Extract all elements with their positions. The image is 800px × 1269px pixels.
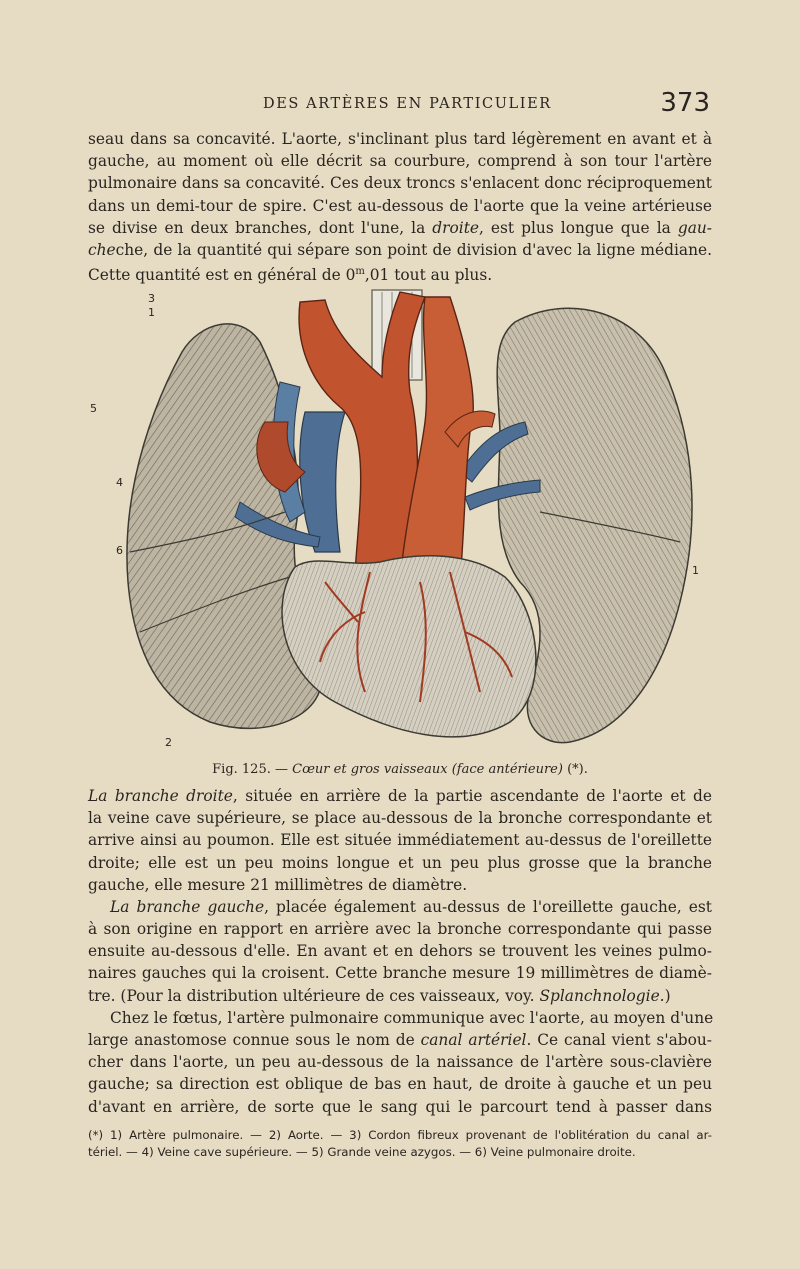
figure-caption: Fig. 125. — Cœur et gros vaisseaux (face antérieure) (*). [212,762,588,777]
paragraph-3: La branche gauche, placée également au-dessus de l'oreillette gauche, est [110,898,712,916]
heart-body [282,556,536,737]
heart-illustration [90,282,700,752]
paragraph-4: Chez le fœtus, l'artère pulmonaire communique avec l'aorte, au moyen d'une [110,1009,714,1027]
figure-footnote: (*) 1) Artère pulmonaire. — 2) Aorte. — 3) Cordon fibreux provenant de l'oblitération du canal ar- tériel. — 4) Veine cave supérieure. — 5) Grande veine azygos. — 6) Veine pulmonaire droite. [88,1128,712,1159]
running-head [88,88,710,122]
heart-engraving [120,282,700,752]
label-2: 2 [165,736,172,749]
label-6: 6 [116,544,123,557]
paragraph-1: seau dans sa concavité. L'aorte, s'inclinant plus tard légèrement en avant et à gauche, au moment où elle décrit sa courbure, comprend à son tour l'artère pulmonaire dans sa concavité. Ces deux troncs s'enlacent donc réciproquement dans un demi-tour de spire. C'est au-dessous de l'aorte que la veine artérieuse se divise en deux branches, dont l'une, la droite, est plus longue que la gau- cheche, de la quantité qui sépare son point de division d'avec la ligne médiane. Cette quantité est en général de 0$^m$,01 tout au plus. [88,130,712,285]
label-4: 4 [116,476,123,489]
running-title: DES ARTÈRES EN PARTICULIER [263,96,552,112]
label-3: 3 [148,292,155,305]
page-number: 373 [660,88,710,118]
superior-vena-cava [300,412,345,552]
paragraph-2: La branche droite, située en arrière de la partie ascendante de l'aorte et de la veine cave supérieure, se place au-dessous de la bronche correspondante et arrive ainsi au poumon. Elle est située immédiatement au-dessus de l'oreillette droite; elle est un peu moins longue et un peu plus grosse que la branche gauche, elle mesure 21 millimètres de diamètre. [88,787,713,894]
label-1-top: 1 [148,306,155,319]
paragraph-3-cont: à son origine en rapport en arrière avec la bronche correspondante qui passe ensuite au-dessous d'elle. En avant et en dehors se trouvent les veines pulmo- naires gauches qui la croisent. Cette branche mesure 19 millimètres de diamè- tre. (Pour la distribution ultérieure de ces vaisseaux, voy. Splanchnologie.) [88,920,712,1005]
label-5: 5 [90,402,97,415]
paragraph-4-cont: large anastomose connue sous le nom de canal artériel. Ce canal vient s'abou- cher dans l'aorte, un peu au-dessous de la naissance de l'artère sous-clavière gauche; sa direction est oblique de bas en haut, de droite à gauche et un peu d'avant en arrière, de sorte que le sang qui le parcourt tend à passer dans [88,1031,712,1116]
label-1-right: 1 [692,564,699,577]
